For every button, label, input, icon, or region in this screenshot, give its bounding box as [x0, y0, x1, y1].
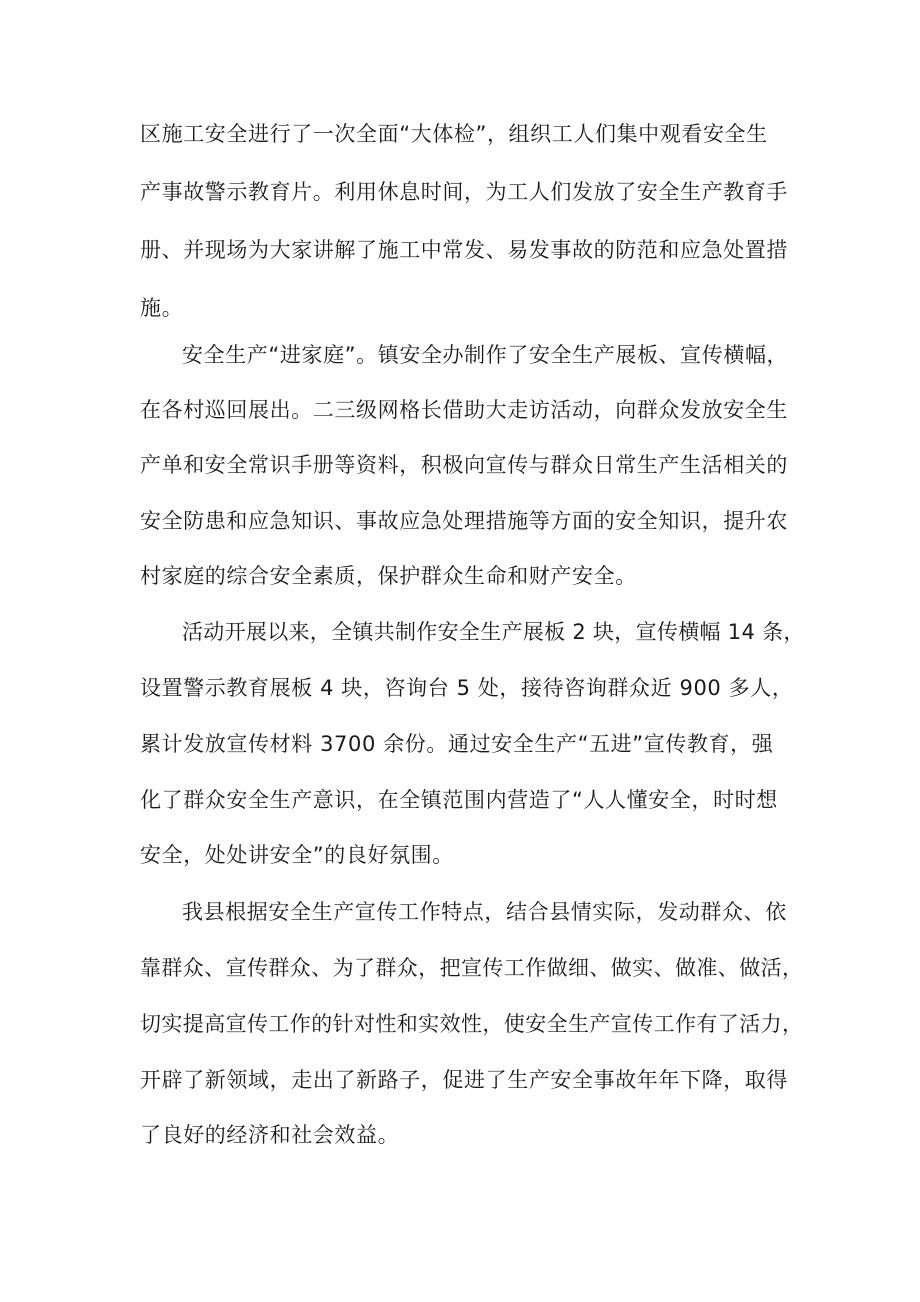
- paragraph-1-line-3: 册、并现场为大家讲解了施工中常发、易发事故的防范和应急处置措: [140, 238, 788, 262]
- paragraph-4-line-4: 开辟了新领域，走出了新路子，促进了生产安全事故年年下降，取得: [140, 1068, 788, 1092]
- paragraph-3-line-5: 安全，处处讲安全”的良好氛围。: [140, 843, 454, 867]
- paragraph-3-line-4: 化了群众安全生产意识，在全镇范围内营造了“人人懂安全，时时想: [140, 788, 778, 812]
- paragraph-4-line-1: 我县根据安全生产宣传工作特点，结合县情实际，发动群众、依: [182, 900, 787, 924]
- paragraph-2-line-4: 安全防患和应急知识、事故应急处理措施等方面的安全知识，提升农: [140, 509, 788, 533]
- paragraph-2-line-3: 产单和安全常识手册等资料，积极向宣传与群众日常生产生活相关的: [140, 453, 788, 477]
- paragraph-2-line-5: 村家庭的综合安全素质，保护群众生命和财产安全。: [140, 564, 637, 588]
- paragraph-4-line-2: 靠群众、宣传群众、为了群众，把宣传工作做细、做实、做准、做活，: [140, 956, 804, 980]
- paragraph-3-line-1: 活动开展以来，全镇共制作安全生产展板 2 块，宣传横幅 14 条，: [182, 620, 805, 644]
- paragraph-2-line-2: 在各村巡回展出。二三级网格长借助大走访活动，向群众发放安全生: [140, 398, 788, 422]
- paragraph-3-line-3: 累计发放宣传材料 3700 余份。通过安全生产“五进”宣传教育，强: [140, 732, 774, 756]
- paragraph-1-line-4: 施。: [140, 296, 184, 320]
- paragraph-1-line-1: 区施工安全进行了一次全面“大体检”，组织工人们集中观看安全生: [140, 122, 768, 146]
- paragraph-4-line-5: 了良好的经济和社会效益。: [140, 1123, 400, 1147]
- paragraph-4-line-3: 切实提高宣传工作的针对性和实效性，使安全生产宣传工作有了活力，: [140, 1012, 804, 1036]
- paragraph-3-line-2: 设置警示教育展板 4 块，咨询台 5 处，接待咨询群众近 900 多人，: [140, 676, 794, 700]
- paragraph-2-line-1: 安全生产“进家庭”。镇安全办制作了安全生产展板、宣传横幅，: [182, 343, 789, 367]
- paragraph-1-line-2: 产事故警示教育片。利用休息时间，为工人们发放了安全生产教育手: [140, 180, 788, 204]
